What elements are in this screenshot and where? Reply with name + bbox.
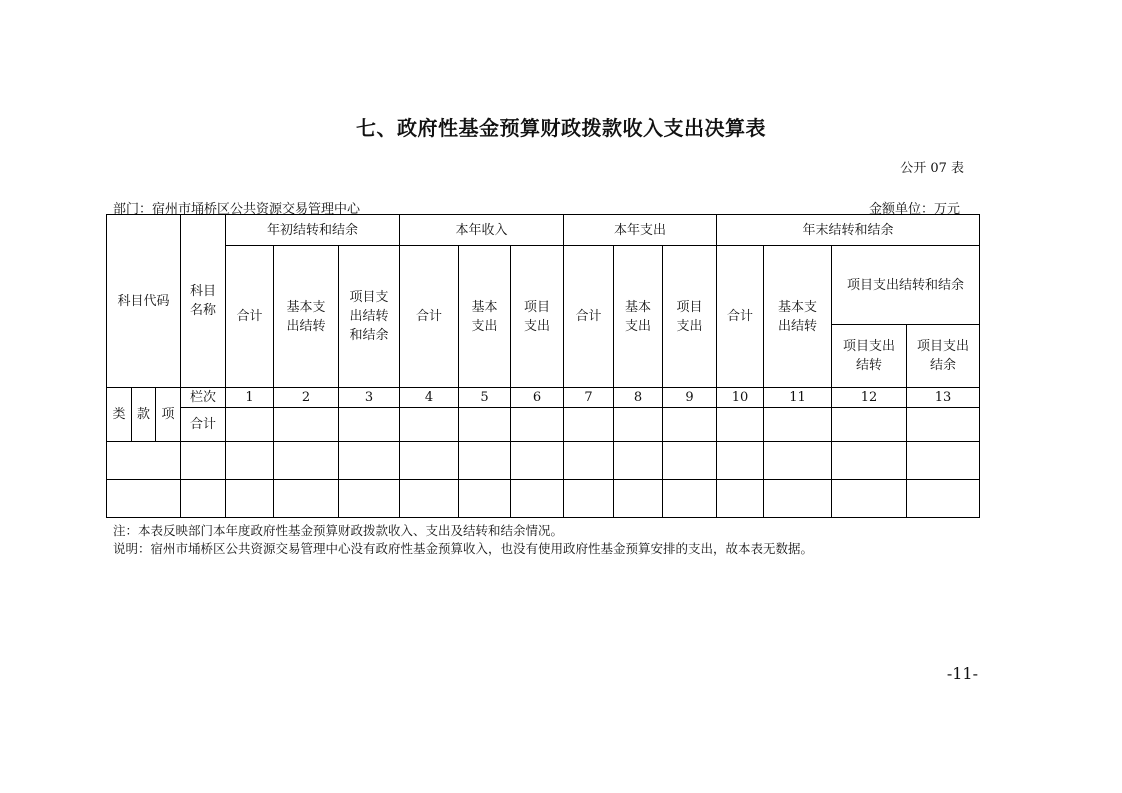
table-cell: [832, 442, 907, 480]
table-cell: [459, 408, 511, 442]
column-number: 11: [764, 388, 832, 408]
column-number: 1: [226, 388, 274, 408]
begin-total-header: 合计: [226, 246, 274, 388]
table-cell: [339, 442, 400, 480]
subject-code-header: 科目代码: [107, 215, 181, 388]
table-cell: [226, 480, 274, 518]
total-row: [107, 408, 980, 442]
expense-total-header: 合计: [564, 246, 614, 388]
table-row: [107, 480, 980, 518]
table-cell: [339, 480, 400, 518]
kuan-header: 款: [132, 388, 156, 442]
table-cell: [511, 442, 564, 480]
begin-project-header: 项目支 出结转 和结余: [339, 246, 400, 388]
table-cell: [564, 480, 614, 518]
lanci-label: 栏次: [181, 388, 226, 408]
table-cell: [274, 442, 339, 480]
end-basic-header: 基本支 出结转: [764, 246, 832, 388]
table-cell: [663, 442, 717, 480]
column-number: 2: [274, 388, 339, 408]
column-number: 10: [717, 388, 764, 408]
column-number: 7: [564, 388, 614, 408]
table-note: 注：本表反映部门本年度政府性基金预算财政拨款收入、支出及结转和结余情况。: [113, 523, 564, 538]
table-cell: [107, 442, 181, 480]
table-cell: [400, 408, 459, 442]
table-cell: [907, 408, 980, 442]
end-project-carry-header: 项目支出 结转: [832, 325, 907, 388]
end-total-header: 合计: [717, 246, 764, 388]
table-cell: [181, 442, 226, 480]
table-explanation: 说明：宿州市埇桥区公共资源交易管理中心没有政府性基金预算收入，也没有使用政府性基金预算安排的支出，故本表无数据。: [113, 541, 814, 556]
column-number: 12: [832, 388, 907, 408]
page-number: -11-: [946, 664, 978, 683]
column-number: 6: [511, 388, 564, 408]
budget-table: [106, 214, 980, 518]
expense-basic-header: 基本 支出: [614, 246, 663, 388]
table-cell: [400, 442, 459, 480]
table-cell: [511, 480, 564, 518]
expense-project-header: 项目 支出: [663, 246, 717, 388]
table-cell: [832, 480, 907, 518]
income-project-header: 项目 支出: [511, 246, 564, 388]
xiang-header: 项: [156, 388, 181, 442]
table-cell: [614, 408, 663, 442]
income-total-header: 合计: [400, 246, 459, 388]
table-cell: [717, 408, 764, 442]
table-cell: [717, 480, 764, 518]
column-number: 8: [614, 388, 663, 408]
table-cell: [226, 408, 274, 442]
table-row: [107, 442, 980, 480]
table-cell: [459, 442, 511, 480]
table-cell: [400, 480, 459, 518]
table-cell: [907, 442, 980, 480]
table-cell: [181, 480, 226, 518]
table-cell: [564, 442, 614, 480]
column-number: 4: [400, 388, 459, 408]
page-title: 七、政府性基金预算财政拨款收入支出决算表: [356, 116, 766, 140]
table-cell: [663, 408, 717, 442]
table-cell: [663, 480, 717, 518]
income-basic-header: 基本 支出: [459, 246, 511, 388]
table-cell: [564, 408, 614, 442]
subject-name-header: 科目 名称: [181, 215, 226, 388]
lei-header: 类: [107, 388, 132, 442]
column-number: 5: [459, 388, 511, 408]
table-cell: [274, 480, 339, 518]
total-label: 合计: [181, 408, 226, 442]
table-cell: [764, 408, 832, 442]
group-end-header: 年末结转和结余: [717, 215, 980, 246]
table-cell: [511, 408, 564, 442]
table-number: 公开 07 表: [900, 161, 964, 176]
group-income-header: 本年收入: [400, 215, 564, 246]
unit-label: 金额单位：万元: [868, 202, 960, 217]
end-project-group-header: 项目支出结转和结余: [832, 246, 980, 325]
table-cell: [107, 480, 181, 518]
group-expense-header: 本年支出: [564, 215, 717, 246]
table-cell: [907, 480, 980, 518]
table-cell: [832, 408, 907, 442]
end-project-balance-header: 项目支出 结余: [907, 325, 980, 388]
begin-basic-header: 基本支 出结转: [274, 246, 339, 388]
column-number: 13: [907, 388, 980, 408]
table-cell: [614, 480, 663, 518]
table-cell: [226, 442, 274, 480]
table-cell: [459, 480, 511, 518]
table-cell: [339, 408, 400, 442]
column-number: 9: [663, 388, 717, 408]
table-cell: [764, 442, 832, 480]
table-cell: [614, 442, 663, 480]
table-cell: [717, 442, 764, 480]
table-cell: [274, 408, 339, 442]
column-number: 3: [339, 388, 400, 408]
department-label: 部门：宿州市埇桥区公共资源交易管理中心: [113, 202, 361, 217]
group-begin-header: 年初结转和结余: [226, 215, 400, 246]
table-cell: [764, 480, 832, 518]
